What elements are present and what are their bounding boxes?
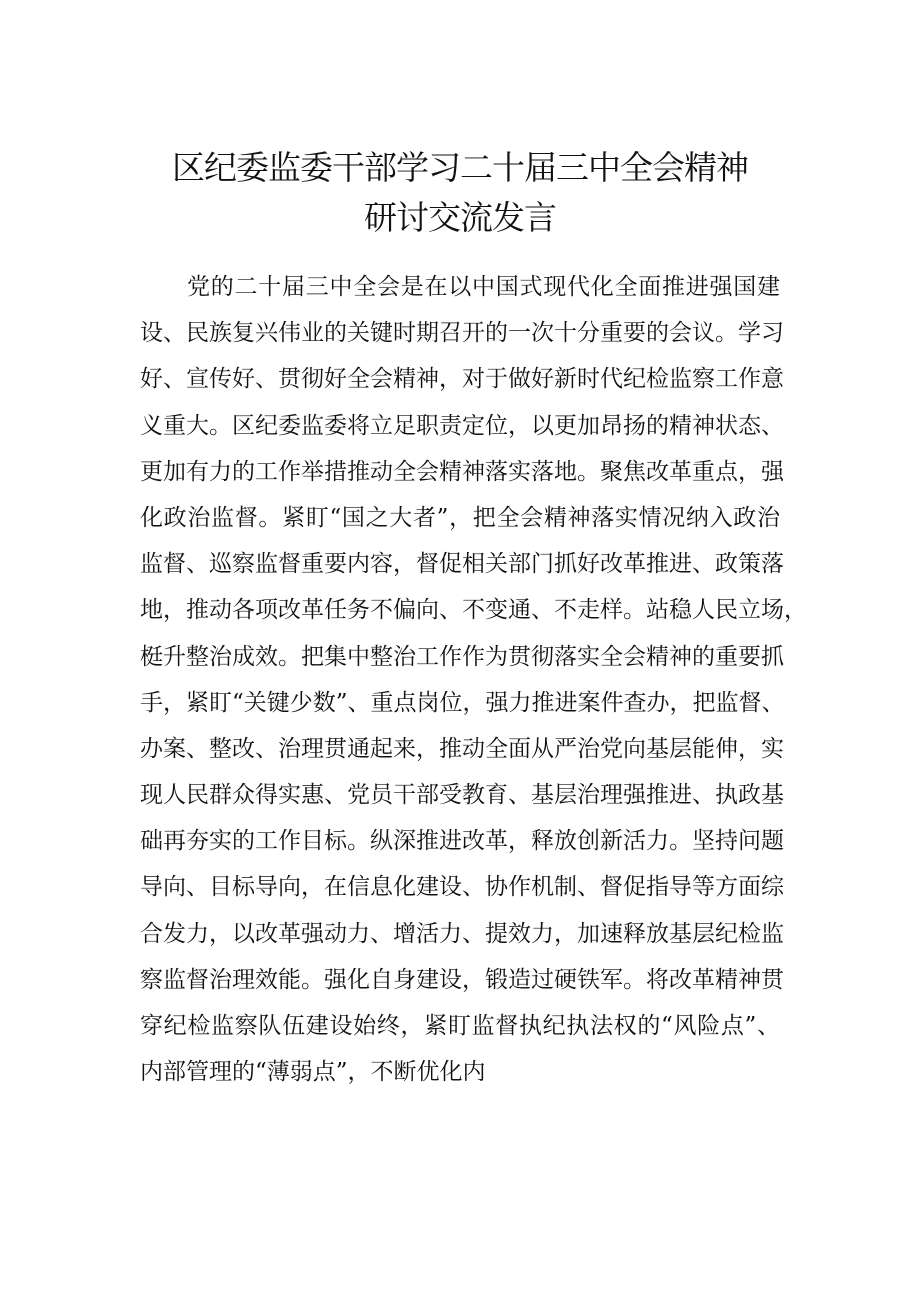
body-line: 础再夯实的工作目标。纵深推进改革，释放创新活力。坚持问题 [140,828,784,855]
body-line: 办案、整改、治理贯通起来，推动全面从严治党向基层能伸，实 [140,735,784,762]
document-body [140,264,807,1095]
body-line: 导向、目标导向，在信息化建设、协作机制、督促指导等方面综 [140,874,784,901]
body-line: 好、宣传好、贯彻好全会精神，对于做好新时代纪检监察工作意 [140,366,784,393]
body-line: 义重大。区纪委监委将立足职责定位，以更加昂扬的精神状态、 [140,412,784,439]
body-line: 化政治监督。紧盯“国之大者”，把全会精神落实情况纳入政治 [140,504,780,531]
document-title-line2: 研讨交流发言 [364,198,556,237]
body-line: 穿纪检监察队伍建设始终，紧盯监督执纪执法权的“风险点”、 [140,1013,780,1039]
body-line: 察监督治理效能。强化自身建设，锻造过硬铁军。将改革精神贯 [140,966,784,993]
body-line: 地，推动各项改革任务不偏向、不变通、不走样。站稳人民立场， [140,597,807,624]
body-line: 设、民族复兴伟业的关键时期召开的一次十分重要的会议。学习 [140,320,784,347]
body-line: 手，紧盯“关键少数”、重点岗位，强力推进案件查办，把监督、 [140,689,785,716]
body-line: 内部管理的“薄弱点”，不断优化内 [140,1059,486,1086]
body-line: 更加有力的工作举措推动全会精神落实落地。聚焦改革重点，强 [140,458,784,485]
document-title-line1: 区纪委监委干部学习二十届三中全会精神 [172,148,748,187]
body-line: 监督、巡察监督重要内容，督促相关部门抓好改革推进、政策落 [140,551,784,578]
body-line: 党的二十届三中全会是在以中国式现代化全面推进强国建 [187,274,780,300]
body-line: 合发力，以改革强动力、增活力、提效力，加速释放基层纪检监 [140,920,784,947]
body-line: 梃升整治成效。把集中整治工作作为贯彻落实全会精神的重要抓 [140,643,784,670]
body-line: 现人民群众得实惠、党员干部受教育、基层治理强推进、执政基 [140,782,784,809]
